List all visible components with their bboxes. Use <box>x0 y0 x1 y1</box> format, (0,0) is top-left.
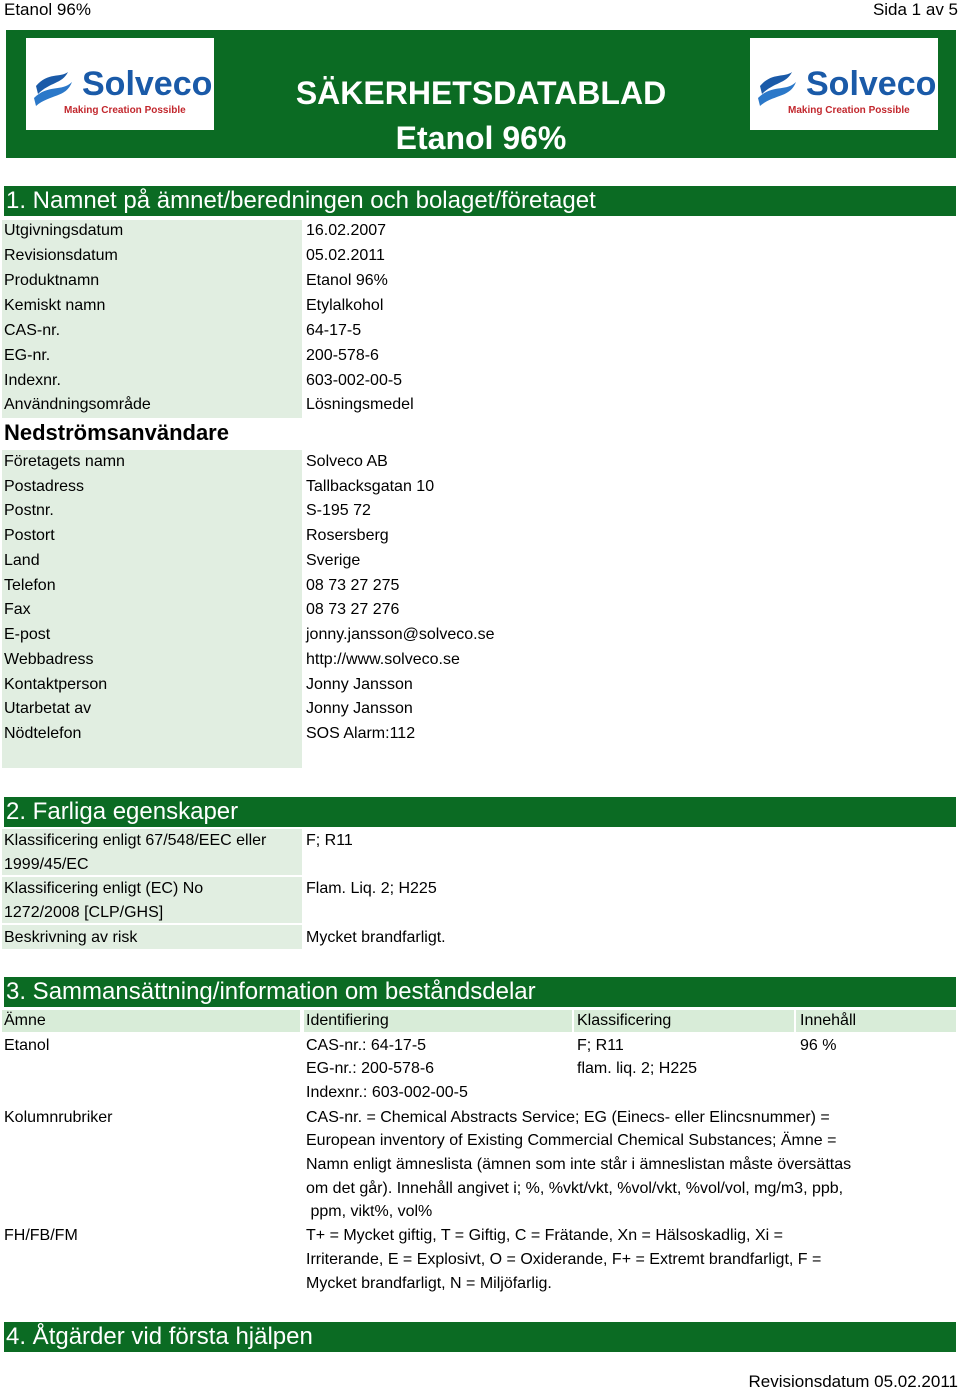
page-header-left: Etanol 96% <box>4 0 91 19</box>
field-label: Utgivningsdatum <box>4 222 124 239</box>
classification-line: F; R11 <box>577 1037 624 1054</box>
column-header: Klassificering <box>577 1012 672 1029</box>
field-label: EG-nr. <box>4 347 51 364</box>
product-title: Etanol 96% <box>395 120 567 156</box>
field-label: CAS-nr. <box>4 322 61 339</box>
field-value: 64-17-5 <box>306 322 362 339</box>
notes-line: Irriterande, E = Explosivt, O = Oxiderande, F+ = Extremt brandfarligt, F = <box>306 1251 822 1268</box>
field-value: Mycket brandfarligt. <box>306 929 446 946</box>
notes-line: T+ = Mycket giftig, T = Giftig, C = Frätande, Xn = Hälsoskadlig, Xi = <box>306 1227 783 1244</box>
field-label: Postort <box>4 527 55 544</box>
title-banner <box>6 30 956 158</box>
field-value: Solveco AB <box>306 453 388 470</box>
column-header: Ämne <box>4 1012 46 1029</box>
field-label: 1272/2008 [CLP/GHS] <box>4 904 164 921</box>
field-value: 16.02.2007 <box>306 222 387 239</box>
emergency-phone: SOS Alarm:112 <box>306 725 416 742</box>
section-4-heading: 4. Åtgärder vid första hjälpen <box>4 1322 956 1352</box>
field-label: Beskrivning av risk <box>4 929 138 946</box>
substance-name: Etanol <box>4 1037 50 1054</box>
field-label: Land <box>4 552 40 569</box>
website-link[interactable]: http://www.solveco.se <box>306 651 460 668</box>
field-value: Jonny Jansson <box>306 700 413 717</box>
phone-number: 08 73 27 275 <box>306 577 400 594</box>
column-header-bg <box>2 1010 300 1032</box>
company-label-column <box>2 450 302 768</box>
field-label: Webbadress <box>4 651 94 668</box>
document-title: SÄKERHETSDATABLAD <box>295 75 667 111</box>
field-value: 05.02.2011 <box>306 247 385 264</box>
field-value: Lösningsmedel <box>306 396 414 413</box>
page-number: Sida 1 av 5 <box>872 0 958 19</box>
notes-line: ppm, vikt%, vol% <box>306 1203 433 1220</box>
notes-line: European inventory of Existing Commercial Chemical Substances; Ämne = <box>306 1132 837 1149</box>
field-label: 1999/45/EC <box>4 856 89 873</box>
field-value: Etanol 96% <box>306 272 388 289</box>
field-label: Indexnr. <box>4 372 61 389</box>
identification-line: CAS-nr.: 64-17-5 <box>306 1037 427 1054</box>
notes-label: Kolumnrubriker <box>4 1109 113 1126</box>
field-value: 603-002-00-5 <box>306 372 403 389</box>
field-value: Tallbacksgatan 10 <box>306 478 435 495</box>
field-label: Användningsområde <box>4 396 151 413</box>
notes-label: FH/FB/FM <box>4 1227 78 1244</box>
notes-line: om det går). Innehåll angivet i; %, %vkt/vkt, %vol/vkt, %vol/vol, mg/m3, ppb, <box>306 1180 844 1197</box>
field-label: Klassificering enligt (EC) No <box>4 880 204 897</box>
field-value: Flam. Liq. 2; H225 <box>306 880 437 897</box>
field-label: Produktnamn <box>4 272 100 289</box>
field-label: Revisionsdatum <box>4 247 118 264</box>
fax-number: 08 73 27 276 <box>306 601 400 618</box>
field-label: Postadress <box>4 478 85 495</box>
column-header: Identifiering <box>306 1012 389 1029</box>
section-3-heading: 3. Sammansättning/information om beståndsdelar <box>4 977 956 1007</box>
content-value: 96 % <box>800 1037 837 1054</box>
field-value: Jonny Jansson <box>306 676 413 693</box>
field-value: 200-578-6 <box>306 347 379 364</box>
classification-line: flam. liq. 2; H225 <box>577 1060 698 1077</box>
section-2-heading: 2. Farliga egenskaper <box>4 797 956 827</box>
subsection-heading: Nedströmsanvändare <box>4 420 229 445</box>
field-value: F; R11 <box>306 832 353 849</box>
section-1-heading: 1. Namnet på ämnet/beredningen och bolaget/företaget <box>4 186 956 216</box>
field-value: Rosersberg <box>306 527 389 544</box>
svg-text:Making Creation Possible: Making Creation Possible <box>64 105 186 116</box>
identification-line: Indexnr.: 603-002-00-5 <box>306 1084 468 1101</box>
identification-line: EG-nr.: 200-578-6 <box>306 1060 435 1077</box>
field-label: Företagets namn <box>4 453 125 470</box>
field-label: Fax <box>4 601 31 618</box>
field-value: Etylalkohol <box>306 297 384 314</box>
svg-text:Solveco: Solveco <box>806 65 937 103</box>
field-label: Telefon <box>4 577 56 594</box>
notes-line: Mycket brandfarligt, N = Miljöfarlig. <box>306 1275 552 1292</box>
field-label: Kemiskt namn <box>4 297 106 314</box>
field-value: Sverige <box>306 552 361 569</box>
solveco-logo-right <box>750 38 938 130</box>
notes-line: Namn enligt ämneslista (ämnen som inte står i ämneslistan måste översättas <box>306 1156 852 1173</box>
field-label: Klassificering enligt 67/548/EEC eller <box>4 832 267 849</box>
field-label: E-post <box>4 626 51 643</box>
field-label: Utarbetat av <box>4 700 92 717</box>
column-header: Innehåll <box>800 1012 857 1029</box>
field-label: Nödtelefon <box>4 725 82 742</box>
field-label: Kontaktperson <box>4 676 108 693</box>
svg-text:Solveco: Solveco <box>82 65 213 103</box>
svg-text:Making Creation Possible: Making Creation Possible <box>788 105 910 116</box>
notes-line: CAS-nr. = Chemical Abstracts Service; EG (Einecs- eller Elincsnummer) = <box>306 1109 830 1126</box>
field-value: S-195 72 <box>306 502 371 519</box>
field-label: Postnr. <box>4 502 54 519</box>
page-footer: Revisionsdatum 05.02.2011 <box>748 1372 958 1391</box>
email-link[interactable]: jonny.jansson@solveco.se <box>306 626 495 643</box>
